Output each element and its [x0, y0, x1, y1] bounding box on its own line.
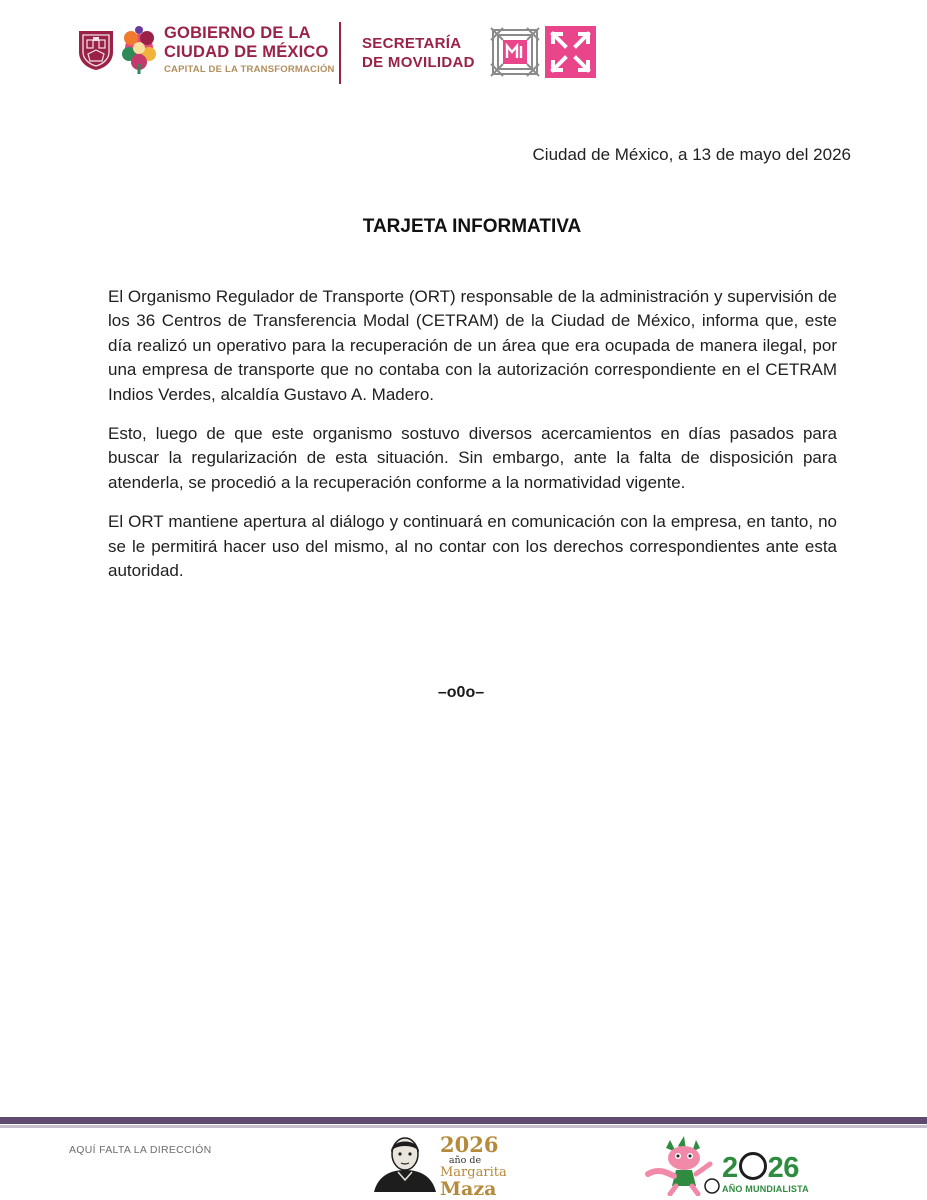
footer-bar: [0, 1117, 927, 1124]
paragraph-3: El ORT mantiene apertura al diálogo y continuará en comunicación con la empresa, en tanto, no se le permitirá hacer uso del mismo, al no contar con los derechos correspondientes ante esta autoridad.: [108, 512, 837, 581]
mundial-label: AÑO MUNDIALISTA: [722, 1184, 809, 1194]
ano-mundialista-logo: [722, 1152, 812, 1194]
flower-emblem-icon: [118, 24, 160, 76]
maza-year: 2026: [440, 1132, 499, 1157]
document-date: Ciudad de México, a 13 de mayo del 2026: [532, 145, 851, 164]
sec-line-1: SECRETARÍA: [362, 35, 462, 52]
document-title: TARJETA INFORMATIVA: [362, 216, 582, 237]
document-body: [108, 285, 837, 598]
paragraph-2: Esto, luego de que este organismo sostuvo diversos acercamientos en días pasados para buscar la regularización de esta situación. Sin embargo, ante la falta de disposición para atenderla, se procedió a la recuperación conforme a la normatividad vigente.: [108, 424, 837, 492]
gov-line-1: GOBIERNO DE LA: [164, 24, 311, 42]
footer-bar-light: [0, 1125, 927, 1128]
margarita-maza-portrait-icon: [372, 1132, 438, 1192]
header-divider: [339, 22, 341, 84]
mi-movilidad-logo-icon: [489, 26, 541, 78]
paragraph-1: El Organismo Regulador de Transporte (ORT) responsable de la administración y supervisión de los 36 Centros de Transferencia Modal (CETRAM) de la Ciudad de México, informa que, este día realizó un operativo para la recuperación de un área que era ocupada de manera ilegal, por una empresa de transporte que no contaba con la autorización correspondiente en el CETRAM Indios Verdes, alcaldía Gustavo A. Madero.: [108, 287, 837, 404]
secretaria-title: [362, 34, 487, 72]
sec-line-2: DE MOVILIDAD: [362, 54, 475, 71]
maza-ano: año de: [448, 1155, 482, 1166]
mundial-year-right: 26: [767, 1152, 799, 1184]
mundial-year-left: 2: [722, 1152, 738, 1184]
ajolote-mascot-icon: [640, 1134, 724, 1196]
government-title: [164, 24, 339, 76]
soccer-ball-icon: [739, 1152, 767, 1180]
gov-subtitle: CAPITAL DE LA TRANSFORMACIÓN: [164, 64, 335, 75]
mundial-year: [722, 1152, 812, 1183]
closing-mark: –o0o–: [437, 684, 485, 701]
maza-surname: Maza: [440, 1178, 497, 1200]
footer-address: AQUÍ FALTA LA DIRECCIÓN: [69, 1144, 212, 1156]
arrows-logo-icon: [545, 26, 596, 78]
maza-name: Margarita: [440, 1165, 507, 1180]
cdmx-shield-icon: [76, 28, 116, 72]
margarita-maza-logo: [440, 1132, 507, 1200]
header: [0, 0, 927, 100]
gov-line-2: CIUDAD DE MÉXICO: [164, 43, 329, 61]
